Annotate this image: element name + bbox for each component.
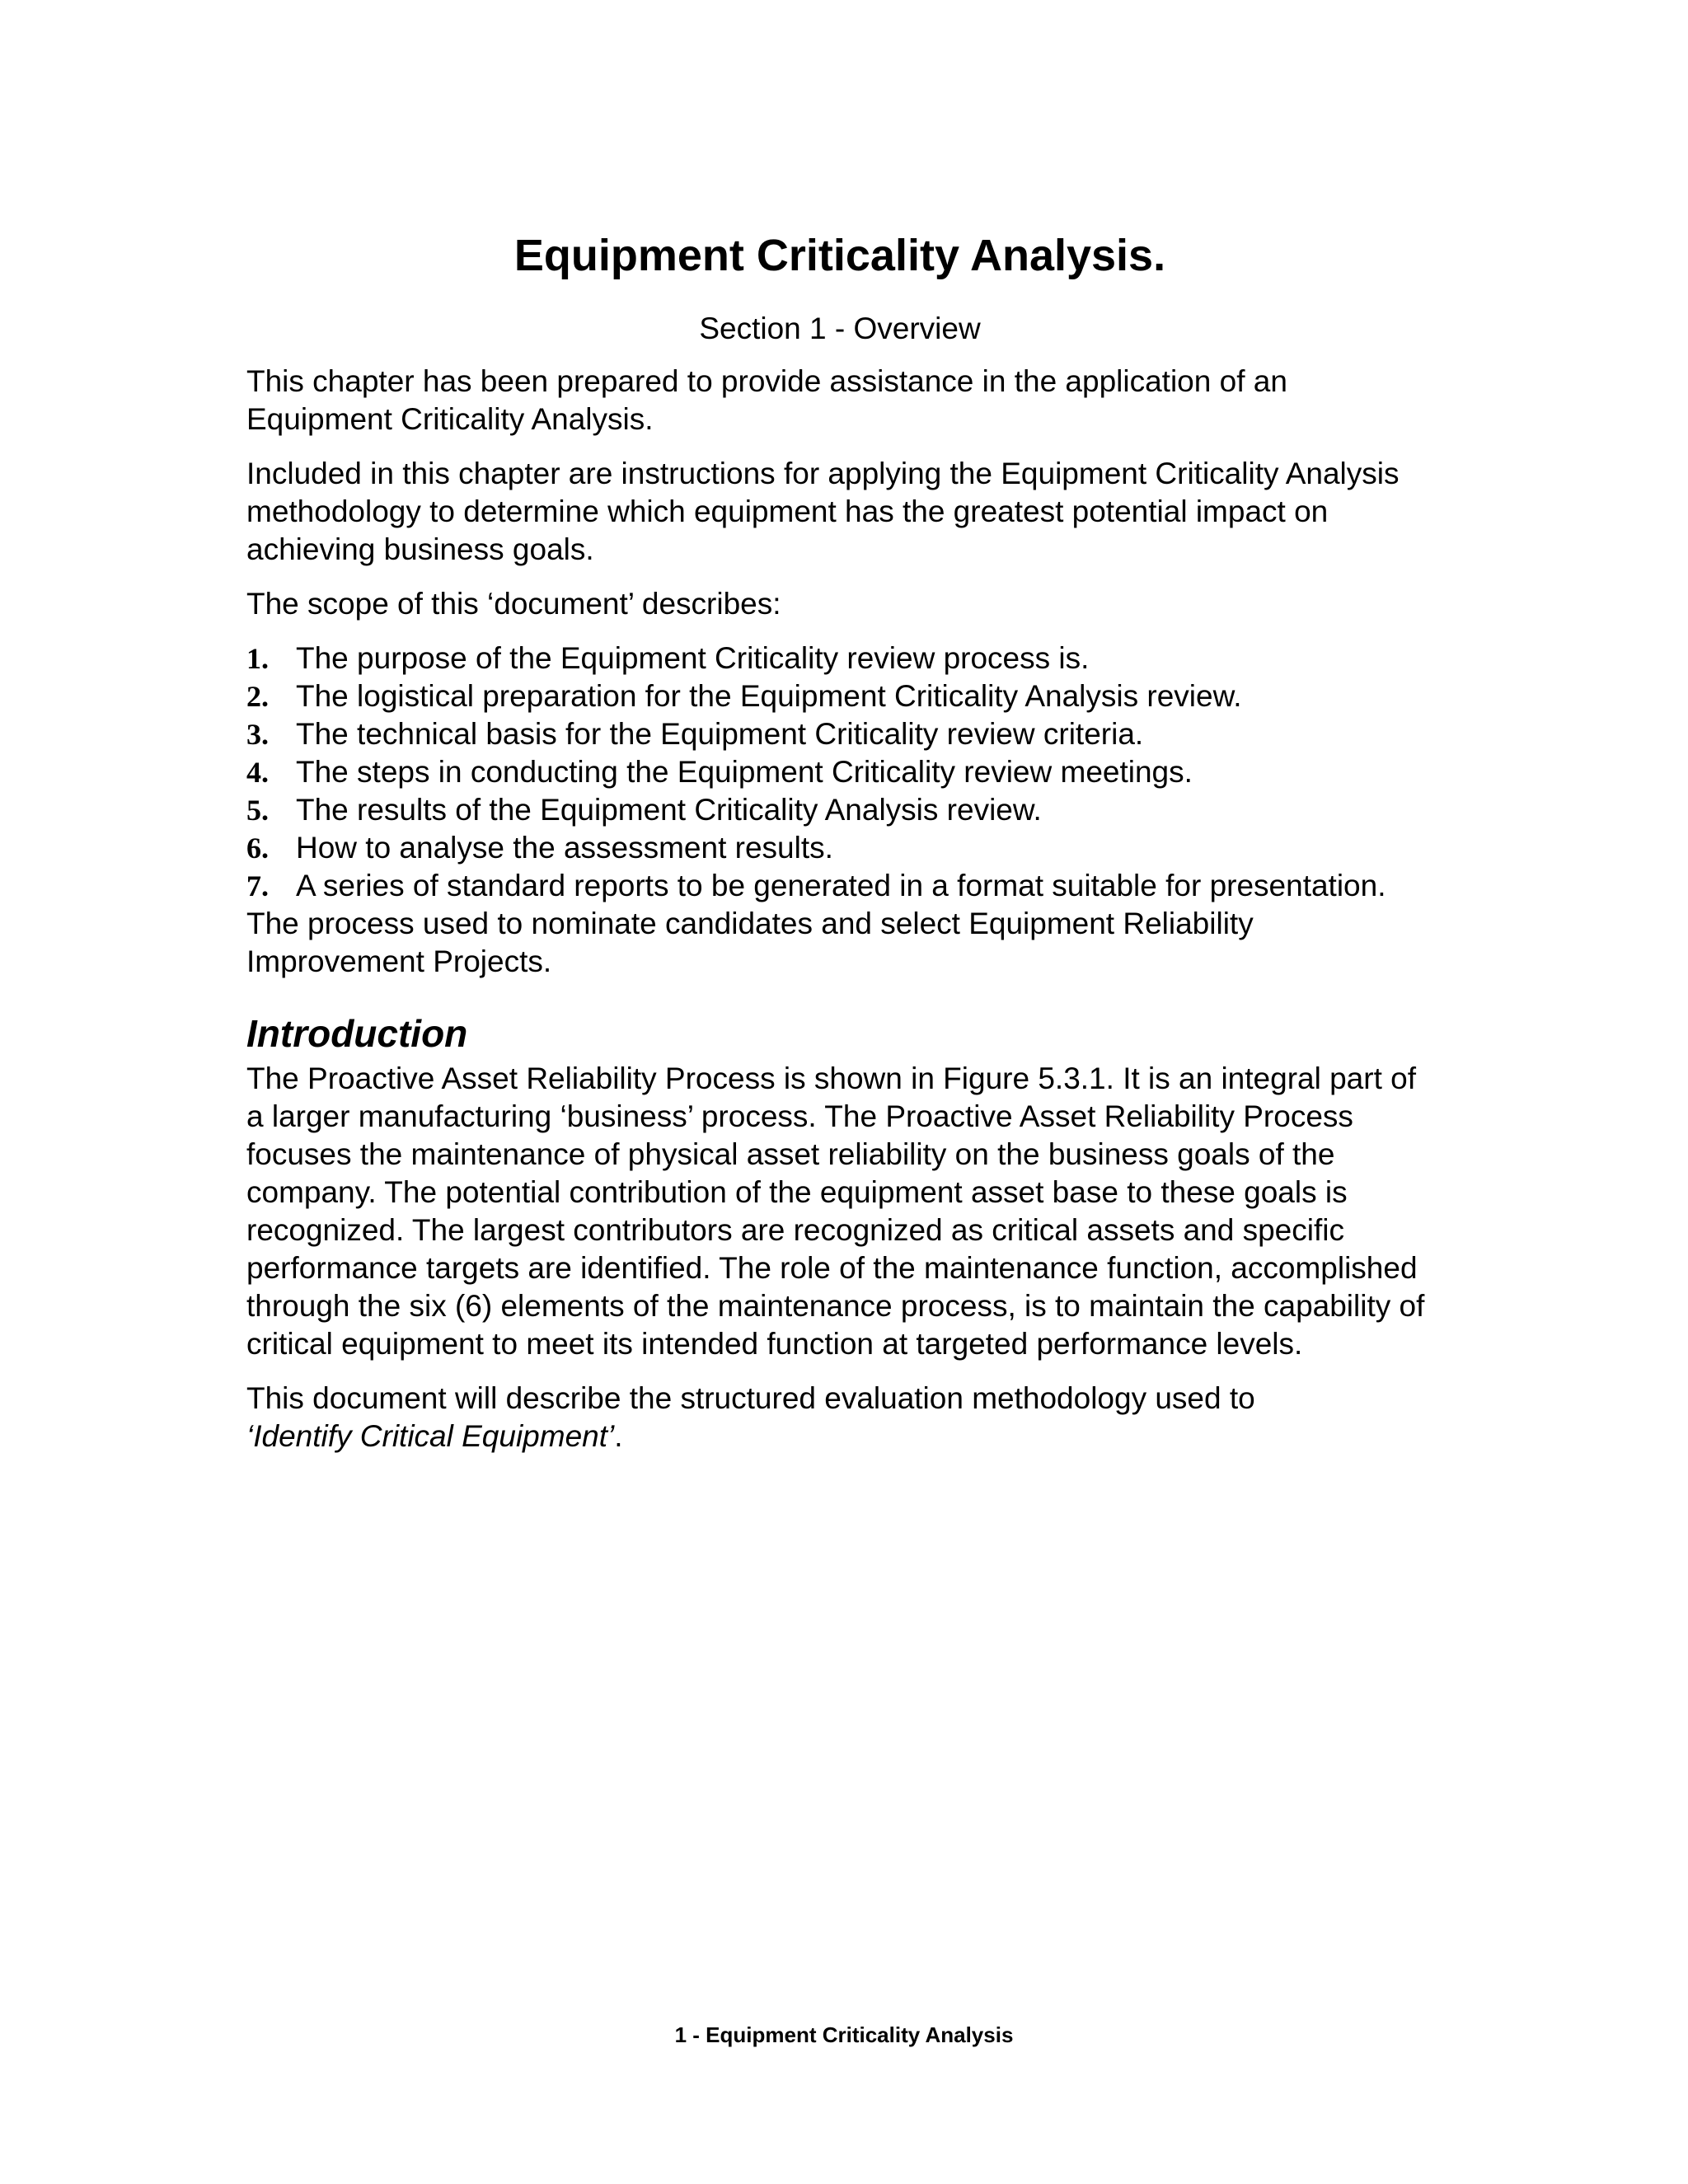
list-text: How to analyse the assessment results. <box>296 831 833 865</box>
list-text: The results of the Equipment Criticality Analysis review. <box>296 793 1042 827</box>
page-footer: 1 - Equipment Criticality Analysis <box>674 2022 1014 2047</box>
list-item <box>246 640 1433 677</box>
introduction-paragraph: The Proactive Asset Reliability Process is shown in Figure 5.3.1. It is an integral part of a larger manufacturing ‘business’ process. The Proactive Asset Reliability Process focuses the maintenance of physical asset reliability on the business goals of the company. The potential contribution of the equipment asset base to these goals is recognized. The largest contributors are recognized as critical assets and specific performance targets are identified. The role of the maintenance function, accomplished through the six (6) elements of the maintenance process, is to maintain the capability of critical equipment to meet its intended function at targeted performance levels. <box>246 1062 1425 1361</box>
list-text: The steps in conducting the Equipment Criticality review meetings. <box>296 755 1193 789</box>
intro-paragraph-2: Included in this chapter are instructions for applying the Equipment Criticality Analysis methodology to determine which equipment has the greatest potential impact on achieving business goals. <box>246 457 1400 566</box>
list-item <box>246 829 1433 867</box>
list-text: The technical basis for the Equipment Criticality review criteria. <box>296 717 1144 751</box>
document-title: Equipment Criticality Analysis. <box>513 231 1166 280</box>
list-item <box>246 677 1433 715</box>
list-item <box>246 791 1433 829</box>
process-paragraph: The process used to nominate candidates and select Equipment Reliability Improvement Projects. <box>246 907 1254 978</box>
list-item <box>246 715 1433 753</box>
list-number: 4. <box>246 756 269 789</box>
closing-end: . <box>614 1419 623 1453</box>
list-number: 3. <box>246 718 269 751</box>
closing-text: This document will describe the structured evaluation methodology used to <box>246 1381 1255 1415</box>
section-heading: Section 1 - Overview <box>699 312 981 345</box>
list-number: 6. <box>246 832 269 865</box>
scope-intro: The scope of this ‘document’ describes: <box>246 587 781 621</box>
list-number: 5. <box>246 794 269 827</box>
closing-paragraph <box>246 1380 1433 1455</box>
list-text: The purpose of the Equipment Criticality review process is. <box>296 641 1090 675</box>
list-item <box>246 753 1433 791</box>
introduction-heading: Introduction <box>246 1012 468 1055</box>
document-page <box>246 223 1433 1455</box>
list-number: 2. <box>246 680 269 713</box>
intro-paragraph-1: This chapter has been prepared to provide assistance in the application of an Equipment Criticality Analysis. <box>246 364 1287 436</box>
list-text: A series of standard reports to be generated in a format suitable for presentation. <box>296 869 1386 902</box>
list-item <box>246 867 1433 905</box>
closing-italic-phrase: ‘Identify Critical Equipment’ <box>246 1419 615 1453</box>
scope-list <box>246 640 1433 905</box>
list-text: The logistical preparation for the Equipment Criticality Analysis review. <box>296 679 1242 713</box>
list-number: 1. <box>246 642 269 675</box>
list-number: 7. <box>246 869 269 902</box>
